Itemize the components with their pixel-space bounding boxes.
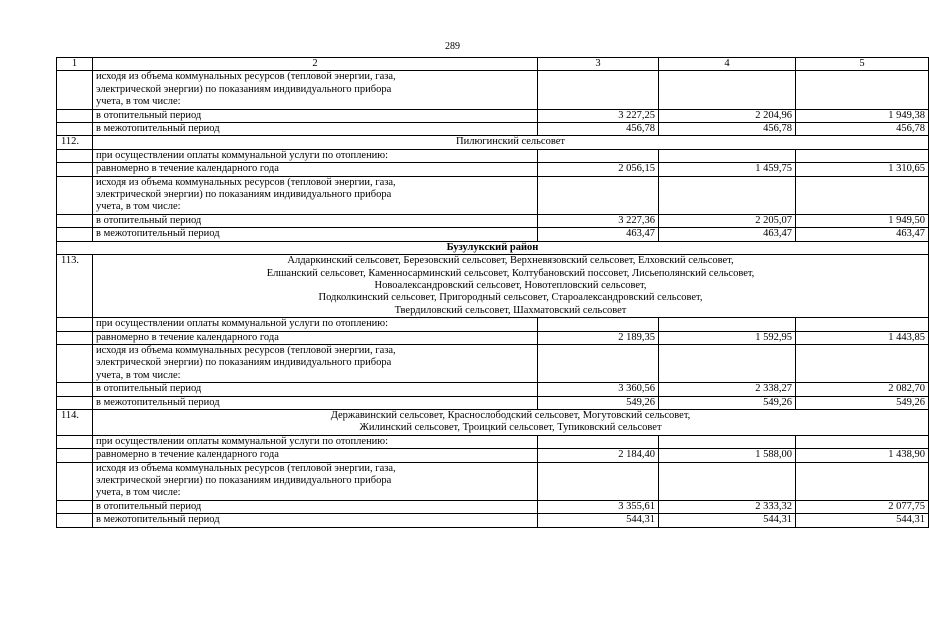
value-col-4: 456,78 — [659, 123, 796, 136]
value-col-4: 1 459,75 — [659, 163, 796, 176]
data-row — [57, 228, 929, 241]
description-line: учета, в том числе: — [96, 96, 181, 108]
row-index-cell — [57, 344, 93, 382]
row-number: 113. — [57, 255, 93, 318]
description-line: учета, в том числе: — [96, 369, 181, 381]
empty-cell — [538, 435, 659, 448]
description-line: учета, в том числе: — [96, 201, 181, 213]
description-row — [57, 176, 929, 214]
value-col-5: 544,31 — [796, 514, 929, 527]
settlement-title — [93, 409, 929, 435]
data-row — [57, 449, 929, 462]
description-line: исходя из объема коммунальных ресурсов (тепловой энергии, газа, — [96, 71, 396, 83]
data-row — [57, 123, 929, 136]
row-index-cell — [57, 163, 93, 176]
row-description — [93, 344, 538, 382]
row-index-cell — [57, 228, 93, 241]
row-description — [93, 462, 538, 500]
value-col-4: 544,31 — [659, 514, 796, 527]
value-col-3: 456,78 — [538, 123, 659, 136]
value-col-4: 2 338,27 — [659, 383, 796, 396]
row-index-cell — [57, 109, 93, 122]
value-col-4: 2 333,32 — [659, 500, 796, 513]
settlement-title-line: Державинский сельсовет, Краснослободский сельсовет, Могутовский сельсовет, — [330, 409, 691, 421]
region-title: Бузулукский район — [57, 241, 929, 254]
empty-cell — [659, 71, 796, 109]
description-line: электрической энергии) по показаниям индивидуального прибора — [96, 475, 392, 486]
empty-cell — [796, 176, 929, 214]
value-col-3: 3 355,61 — [538, 500, 659, 513]
row-index-cell — [57, 449, 93, 462]
empty-cell — [796, 71, 929, 109]
tariff-table — [56, 57, 929, 528]
value-col-5: 1 443,85 — [796, 331, 929, 344]
description-row — [57, 344, 929, 382]
settlement-title-line: Жилинский сельсовет, Троицкий сельсовет, Тупиковский сельсовет — [359, 422, 662, 434]
settlement-title-row — [57, 255, 929, 318]
row-index-cell — [57, 176, 93, 214]
settlement-title-line: Алдаркинский сельсовет, Березовский сельсовет, Верхневязовский сельсовет, Елховский сельсовет, — [287, 255, 734, 267]
empty-cell — [659, 435, 796, 448]
description-line: исходя из объема коммунальных ресурсов (тепловой энергии, газа, — [96, 344, 396, 356]
settlement-title-line: Подколкинский сельсовет, Пригородный сельсовет, Староалександровский сельсовет, — [318, 292, 703, 304]
settlement-title-line: Пилюгинский сельсовет — [456, 136, 565, 148]
data-row — [57, 396, 929, 409]
header-col-1: 1 — [57, 58, 93, 71]
empty-cell — [538, 176, 659, 214]
row-label: в межотопительный период — [93, 514, 538, 527]
value-col-3: 3 227,36 — [538, 214, 659, 227]
row-index-cell — [57, 149, 93, 162]
settlement-title-line: Елшанский сельсовет, Каменносарминский сельсовет, Колтубановский поссовет, Лисьеполянский сельсовет, — [266, 267, 755, 279]
empty-cell — [659, 344, 796, 382]
data-row — [57, 514, 929, 527]
empty-cell — [538, 462, 659, 500]
row-index-cell — [57, 435, 93, 448]
region-row — [57, 241, 929, 254]
empty-cell — [538, 344, 659, 382]
data-row — [57, 383, 929, 396]
table-body — [57, 58, 929, 528]
row-description: при осуществлении оплаты коммунальной услуги по отоплению: — [93, 318, 538, 331]
empty-cell — [796, 318, 929, 331]
row-index-cell — [57, 500, 93, 513]
row-index-cell — [57, 123, 93, 136]
value-col-4: 1 588,00 — [659, 449, 796, 462]
value-col-5: 549,26 — [796, 396, 929, 409]
row-label: в отопительный период — [93, 500, 538, 513]
empty-cell — [796, 344, 929, 382]
row-description: при осуществлении оплаты коммунальной услуги по отоплению: — [93, 149, 538, 162]
description-row — [57, 462, 929, 500]
value-col-5: 1 949,50 — [796, 214, 929, 227]
value-col-4: 1 592,95 — [659, 331, 796, 344]
row-label: в межотопительный период — [93, 396, 538, 409]
description-line: исходя из объема коммунальных ресурсов (тепловой энергии, газа, — [96, 176, 396, 188]
value-col-3: 3 227,25 — [538, 109, 659, 122]
data-row — [57, 214, 929, 227]
description-row — [57, 435, 929, 448]
header-col-3: 3 — [538, 58, 659, 71]
empty-cell — [796, 149, 929, 162]
empty-cell — [538, 318, 659, 331]
row-description — [93, 176, 538, 214]
value-col-4: 2 204,96 — [659, 109, 796, 122]
value-col-4: 2 205,07 — [659, 214, 796, 227]
row-index-cell — [57, 396, 93, 409]
value-col-5: 2 082,70 — [796, 383, 929, 396]
row-index-cell — [57, 214, 93, 227]
row-index-cell — [57, 331, 93, 344]
description-row — [57, 149, 929, 162]
empty-cell — [659, 176, 796, 214]
description-line: электрической энергии) по показаниям индивидуального прибора — [96, 189, 392, 201]
value-col-3: 463,47 — [538, 228, 659, 241]
description-row — [57, 318, 929, 331]
empty-cell — [538, 149, 659, 162]
value-col-5: 1 438,90 — [796, 449, 929, 462]
data-row — [57, 331, 929, 344]
row-index-cell — [57, 71, 93, 109]
value-col-5: 463,47 — [796, 228, 929, 241]
row-label: в отопительный период — [93, 214, 538, 227]
row-label: равномерно в течение календарного года — [93, 163, 538, 176]
settlement-title-row — [57, 136, 929, 149]
value-col-3: 544,31 — [538, 514, 659, 527]
description-line: электрической энергии) по показаниям индивидуального прибора — [96, 357, 392, 369]
row-index-cell — [57, 318, 93, 331]
row-number: 114. — [57, 409, 93, 435]
row-index-cell — [57, 462, 93, 500]
data-row — [57, 500, 929, 513]
row-index-cell — [57, 514, 93, 527]
value-col-3: 2 056,15 — [538, 163, 659, 176]
empty-cell — [538, 71, 659, 109]
settlement-title — [93, 136, 929, 149]
description-line: исходя из объема коммунальных ресурсов (тепловой энергии, газа, — [96, 462, 396, 474]
value-col-5: 1 949,38 — [796, 109, 929, 122]
row-label: в отопительный период — [93, 383, 538, 396]
description-line: электрической энергии) по показаниям индивидуального прибора — [96, 83, 392, 95]
value-col-5: 456,78 — [796, 123, 929, 136]
settlement-title-line: Твердиловский сельсовет, Шахматовский сельсовет — [394, 304, 627, 316]
value-col-3: 2 184,40 — [538, 449, 659, 462]
row-number: 112. — [57, 136, 93, 149]
data-row — [57, 109, 929, 122]
row-label: в межотопительный период — [93, 123, 538, 136]
row-label: в отопительный период — [93, 109, 538, 122]
row-description — [93, 71, 538, 109]
value-col-5: 1 310,65 — [796, 163, 929, 176]
value-col-3: 3 360,56 — [538, 383, 659, 396]
header-col-4: 4 — [659, 58, 796, 71]
header-col-2: 2 — [93, 58, 538, 71]
data-row — [57, 163, 929, 176]
header-col-5: 5 — [796, 58, 929, 71]
empty-cell — [796, 435, 929, 448]
description-row — [57, 71, 929, 109]
empty-cell — [659, 462, 796, 500]
description-line: учета, в том числе: — [96, 487, 181, 499]
row-index-cell — [57, 383, 93, 396]
page-number: 289 — [445, 41, 460, 52]
row-label: в межотопительный период — [93, 228, 538, 241]
value-col-5: 2 077,75 — [796, 500, 929, 513]
settlement-title-row — [57, 409, 929, 435]
row-description: при осуществлении оплаты коммунальной услуги по отоплению: — [93, 435, 538, 448]
header-row — [57, 58, 929, 71]
settlement-title — [93, 255, 929, 318]
row-label: равномерно в течение календарного года — [93, 331, 538, 344]
empty-cell — [659, 149, 796, 162]
value-col-3: 549,26 — [538, 396, 659, 409]
value-col-3: 2 189,35 — [538, 331, 659, 344]
row-label: равномерно в течение календарного года — [93, 449, 538, 462]
empty-cell — [796, 462, 929, 500]
settlement-title-line: Новоалександровский сельсовет, Новотепловский сельсовет, — [374, 279, 647, 291]
value-col-4: 549,26 — [659, 396, 796, 409]
value-col-4: 463,47 — [659, 228, 796, 241]
empty-cell — [659, 318, 796, 331]
